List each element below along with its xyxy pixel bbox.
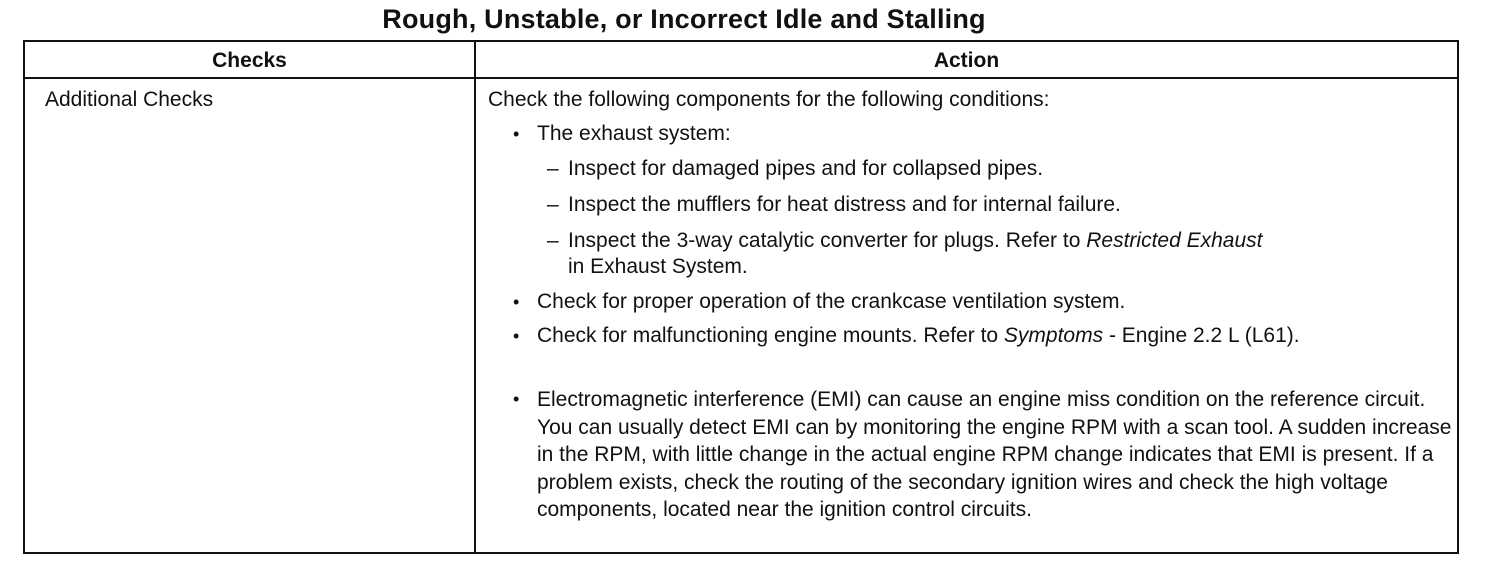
bullet-text-tail: - Engine 2.2 L (L61). (1103, 324, 1300, 347)
sub-item-continuation: in Exhaust System. (568, 255, 748, 278)
reference-restricted-exhaust: Restricted Exhaust (1086, 229, 1263, 252)
checks-cell: Additional Checks (45, 88, 214, 111)
sub-item-text: Inspect the 3-way catalytic converter for plugs. Refer to (568, 229, 1087, 252)
dash-icon: – (547, 157, 559, 180)
bullet-engine-mounts (488, 324, 1456, 348)
table-header-row (25, 42, 1457, 79)
bullet-icon: • (513, 389, 520, 409)
sub-item-text: Inspect the mufflers for heat distress and for internal failure. (568, 193, 1121, 216)
bullet-icon: • (513, 124, 520, 144)
diagnostic-table (23, 40, 1459, 554)
action-intro: Check the following components for the following conditions: (488, 88, 1050, 111)
column-header-action: Action (933, 49, 1000, 72)
spacer (488, 358, 1456, 386)
dash-icon: – (547, 229, 559, 252)
page-title: Rough, Unstable, or Incorrect Idle and Stalling (382, 4, 986, 34)
bullet-icon: • (513, 292, 520, 312)
bullet-emi (488, 386, 1456, 524)
action-cell (488, 88, 1456, 534)
bullet-crankcase (488, 290, 1456, 314)
bullet-exhaust-system (488, 122, 1456, 146)
reference-symptoms: Symptoms (1003, 324, 1104, 347)
bullet-text: Check for malfunctioning engine mounts. Refer to (537, 324, 1004, 347)
bullet-text: Electromagnetic interference (EMI) can cause an engine miss condition on the reference circuit. You can usually detect EMI can by monitoring the engine RPM with a scan tool. A sudden increase in the RPM, with little change in the actual engine RPM change indicates that EMI is present. If a problem exists, check the routing of the secondary ignition wires and check the high voltage components, located near the ignition control circuits. (537, 388, 1452, 521)
column-divider (474, 42, 476, 552)
sub-item-catalytic-converter (488, 228, 1456, 280)
dash-icon: – (547, 193, 559, 216)
bullet-icon: • (513, 326, 520, 346)
bullet-text: Check for proper operation of the crankcase ventilation system. (537, 290, 1126, 313)
sub-item-mufflers (488, 192, 1456, 218)
sub-item-text: Inspect for damaged pipes and for collapsed pipes. (568, 157, 1044, 180)
bullet-label: The exhaust system: (537, 122, 731, 145)
sub-item-pipes (488, 156, 1456, 182)
column-header-checks: Checks (212, 49, 287, 72)
